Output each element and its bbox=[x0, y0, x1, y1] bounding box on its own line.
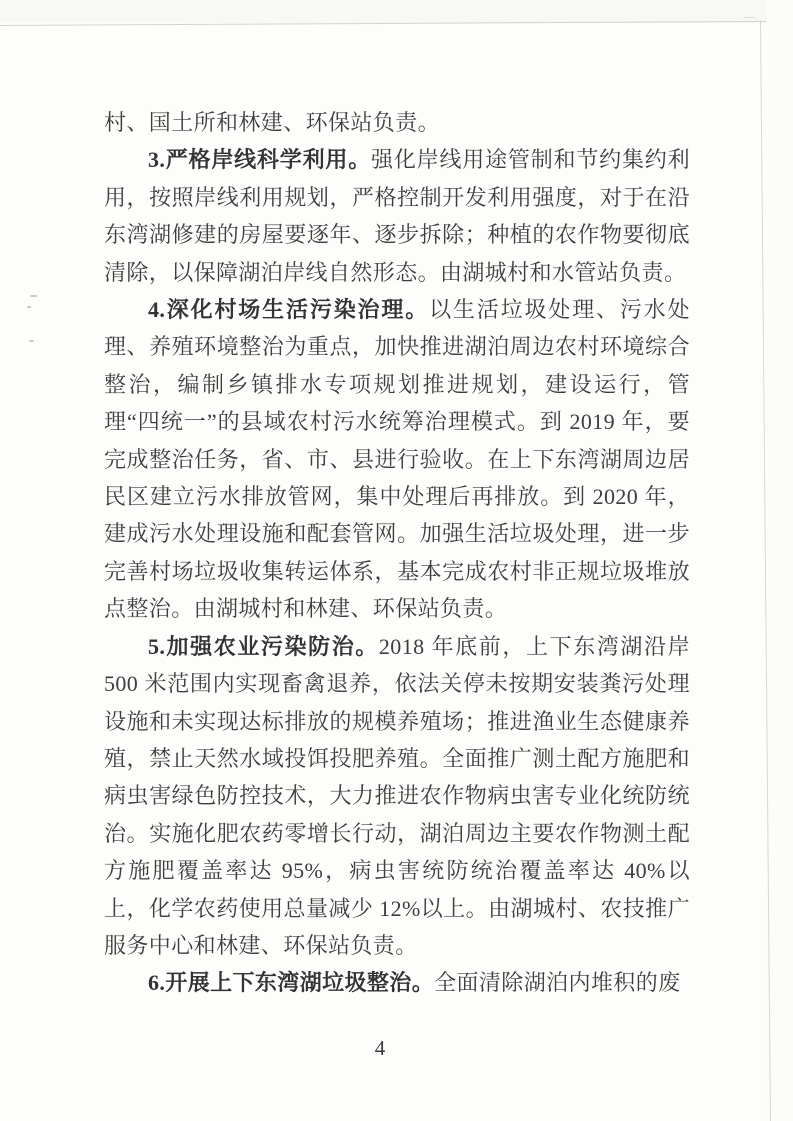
paragraph-lead: 5.加强农业污染防治。 bbox=[148, 633, 379, 659]
paragraph-continuation bbox=[104, 104, 690, 141]
scan-corner-curl bbox=[744, 17, 760, 26]
paragraph-lead: 3.严格岸线科学利用。 bbox=[148, 147, 372, 173]
paragraph-item-6 bbox=[104, 964, 690, 1001]
paragraph-lead: 4.深化村场生活污染治理。 bbox=[148, 297, 430, 323]
paragraph-item-5 bbox=[104, 628, 690, 965]
paragraph-lead: 6.开展上下东湾湖垃圾整治。 bbox=[148, 970, 435, 996]
paragraph-body: 2018 年底前，上下东湾湖沿岸 500 米范围内实现畜禽退养，依法关停未按期安装粪污处理设施和未实现达标排放的规模养殖场；推进渔业生态健康养殖，禁止天然水域投饵投肥养殖。全面推广测土配方施肥和病虫害绿色防控技术，大力推进农作物病虫害专业化统防统治。实施化肥农药零增长行动，湖泊周边主要农作物测土配方施肥覆盖率达 95%，病虫害统防统治覆盖率达 40%以上，化学农药使用总量减少 12%以上。由湖城村、农技推广服务中心和林建、环保站负责。 bbox=[104, 633, 691, 958]
scan-speck bbox=[30, 295, 37, 297]
paragraph-item-4 bbox=[104, 291, 690, 628]
paragraph-body: 强化岸线用途管制和节约集约利用，按照岸线利用规划，严格控制开发利用强度，对于在沿东湾湖修建的房屋要逐年、逐步拆除；种植的农作物要彻底清除，以保障湖泊岸线自然形态。由湖城村和水管站负责。 bbox=[104, 147, 690, 285]
paragraph-item-3 bbox=[104, 141, 690, 291]
paragraph-body: 全面清除湖泊内堆积的废 bbox=[434, 970, 681, 996]
document-body bbox=[104, 104, 690, 1002]
paragraph-body: 以生活垃圾处理、污水处理、养殖环境整治为重点，加快推进湖泊周边农村环境综合整治，编制乡镇排水专项规划推进规划，建设运行，管理“四统一”的县域农村污水统筹治理模式。到 2019 年，要完成整治任务，省、市、县进行验收。在上下东湾湖周边居民区建立污水排放管网，集中处理后再排放。到 2020 年，建成污水处理设施和配套管网。加强生活垃圾处理，进一步完善村场垃圾收集转运体系，基本完成农村非正规垃圾堆放点整治。由湖城村和林建、环保站负责。 bbox=[104, 297, 691, 622]
scan-top-strip bbox=[0, 0, 793, 23]
paragraph-body: 村、国土所和林建、环保站负责。 bbox=[104, 110, 441, 135]
scan-speck bbox=[27, 306, 31, 308]
scan-right-strip bbox=[767, 0, 793, 1121]
page-number: 4 bbox=[374, 1036, 386, 1060]
scan-speck bbox=[29, 340, 34, 342]
